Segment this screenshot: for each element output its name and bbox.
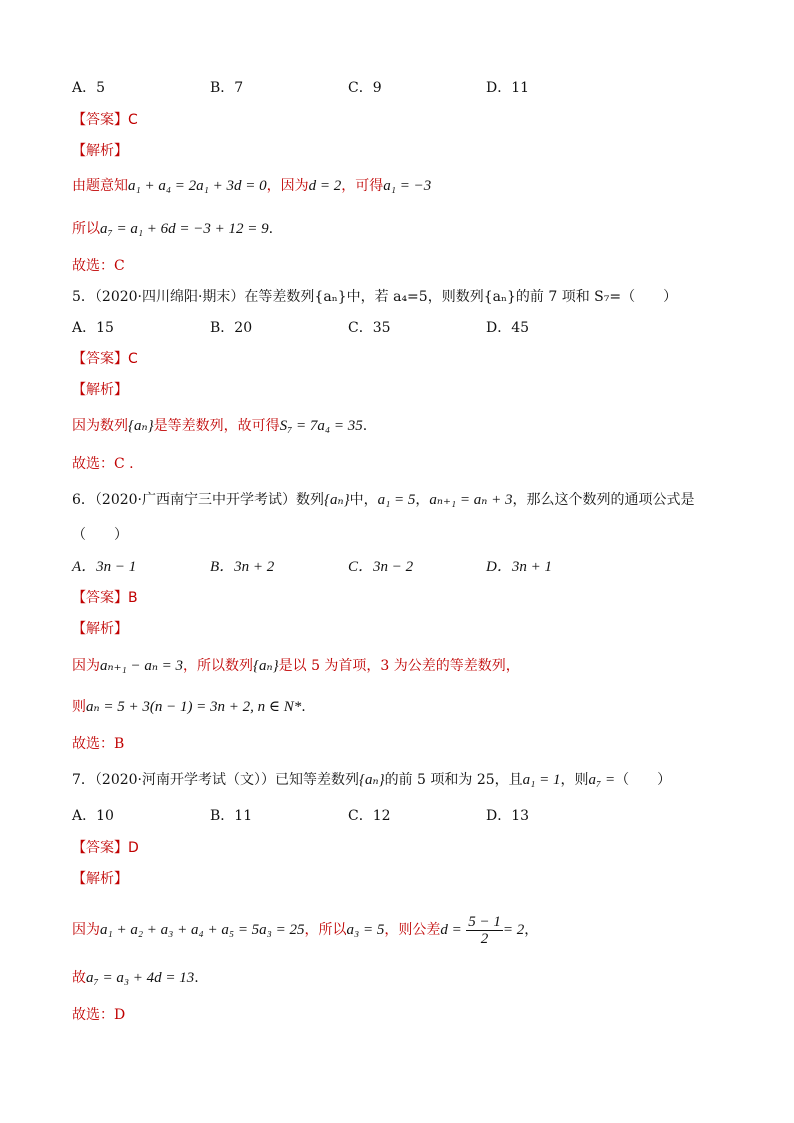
- q7-answer-line: 【答案】D: [72, 840, 139, 856]
- q4-analysis-tag: 【解析】: [72, 143, 128, 159]
- q6-choose: 故选：B: [72, 736, 125, 752]
- q5-answer-line: 【答案】C: [72, 351, 138, 367]
- q5-option-c: C．35: [348, 320, 391, 336]
- q4-answer-line: [72, 110, 138, 130]
- q7-option-a: A．10: [72, 808, 114, 824]
- q7-stem: 7．（2020·河南开学考试（文））已知等差数列{aₙ}的前 5 项和为 25，且a₁ = 1，则a₇ =（ ）: [72, 772, 672, 788]
- q6-stem-paren: （ ）: [72, 527, 128, 543]
- q6-analysis-tag: 【解析】: [72, 621, 128, 637]
- q6-option-a: A．3n − 1: [72, 559, 137, 575]
- q5-option-d: D．45: [486, 320, 530, 336]
- answer-value: C: [128, 112, 138, 128]
- q5-stem: 5．（2020·四川绵阳·期末）在等差数列{aₙ}中，若 a₄=5，则数列{aₙ}的前 7 项和 S₇=（ ）: [72, 289, 678, 305]
- q5-choose: 故选：C .: [72, 456, 134, 472]
- q4-option-d: D．11: [486, 80, 530, 96]
- q7-choose: 故选：D: [72, 1007, 126, 1023]
- q7-option-d: D．13: [486, 808, 530, 824]
- q4-option-a: A．5: [72, 80, 106, 96]
- q6-analysis-line-1: 因为aₙ₊₁ − aₙ = 3，所以数列{aₙ}是以 5 为首项，3 为公差的等差数列，: [72, 658, 520, 674]
- q5-option-b: B．20: [210, 320, 253, 336]
- answer-tag: 【答案】: [72, 112, 128, 128]
- q4-option-c: C．9: [348, 80, 382, 96]
- q7-analysis-line-1: 因为a₁ + a₂ + a₃ + a₄ + a₅ = 5a₃ = 25，所以a₃ = 5，则公差d = $\frac{5 - 1}{2}$ = 2，: [72, 913, 539, 947]
- q5-option-a: A．15: [72, 320, 114, 336]
- q5-analysis-line-1: 因为数列{aₙ}是等差数列，故可得S₇ = 7a₄ = 35.: [72, 418, 368, 434]
- q6-analysis-line-2: 则aₙ = 5 + 3(n − 1) = 3n + 2, n ∈ N*.: [72, 699, 306, 715]
- q7-analysis-tag: 【解析】: [72, 871, 128, 887]
- q4-analysis-line-1: 由题意知a₁ + a₄ = 2a₁ + 3d = 0，因为d = 2，可得a₁ = −3: [72, 178, 432, 194]
- q7-analysis-line-2: 故a₇ = a₃ + 4d = 13.: [72, 970, 199, 986]
- q7-option-c: C．12: [348, 808, 391, 824]
- q6-option-c: C．3n − 2: [348, 559, 414, 575]
- q6-answer-line: 【答案】B: [72, 590, 138, 606]
- q6-stem: 6．（2020·广西南宁三中开学考试）数列{aₙ}中，a₁ = 5，aₙ₊₁ = aₙ + 3，那么这个数列的通项公式是: [72, 492, 695, 508]
- q6-option-b: B．3n + 2: [210, 559, 275, 575]
- q6-option-d: D．3n + 1: [486, 559, 552, 575]
- q5-analysis-tag: 【解析】: [72, 382, 128, 398]
- q4-option-b: B．7: [210, 80, 244, 96]
- q7-option-b: B．11: [210, 808, 253, 824]
- fraction: $\frac{5 - 1}{2}$: [468, 913, 501, 947]
- q4-analysis-line-2: 所以a₇ = a₁ + 6d = −3 + 12 = 9.: [72, 221, 274, 237]
- q4-choose: 故选：C: [72, 258, 125, 274]
